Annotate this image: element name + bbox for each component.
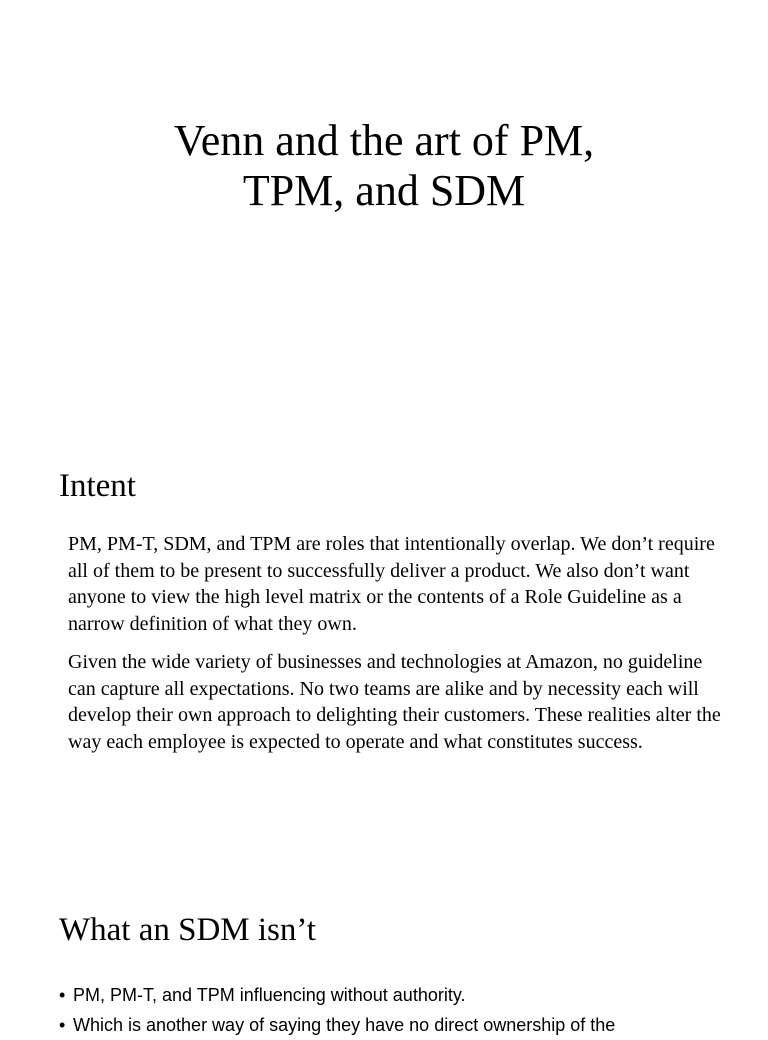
intent-body [68, 531, 728, 767]
deck-title-line: Venn and the art of PM, [173, 116, 595, 165]
deck-title [0, 116, 768, 216]
bullet-item: • Which is another way of saying they have no direct ownership of the [59, 1010, 759, 1040]
intent-paragraph: PM, PM-T, SDM, and TPM are roles that intentionally overlap. We don’t require all of them to be present to successfully deliver a product. We also don’t want anyone to view the high level matrix or the contents of a Role Guideline as a narrow definition of what they own. [68, 533, 715, 635]
sdm-heading: What an SDM isn’t [59, 912, 316, 948]
sdm-slide [0, 880, 768, 1035]
intent-slide [0, 440, 768, 880]
bullet-item: • PM, PM-T, and TPM influencing without authority. [59, 980, 759, 1010]
intent-paragraph: Given the wide variety of businesses and technologies at Amazon, no guideline can capture all expectations. No two teams are alike and by necessity each will develop their own approach to delighting their customers. These realities alter the way each employee is expected to operate and what constitutes success. [68, 651, 721, 753]
intent-heading: Intent [59, 468, 136, 504]
title-slide [0, 0, 768, 440]
sdm-bullet-list [59, 980, 759, 1040]
deck-title-line: TPM, and SDM [242, 166, 526, 215]
